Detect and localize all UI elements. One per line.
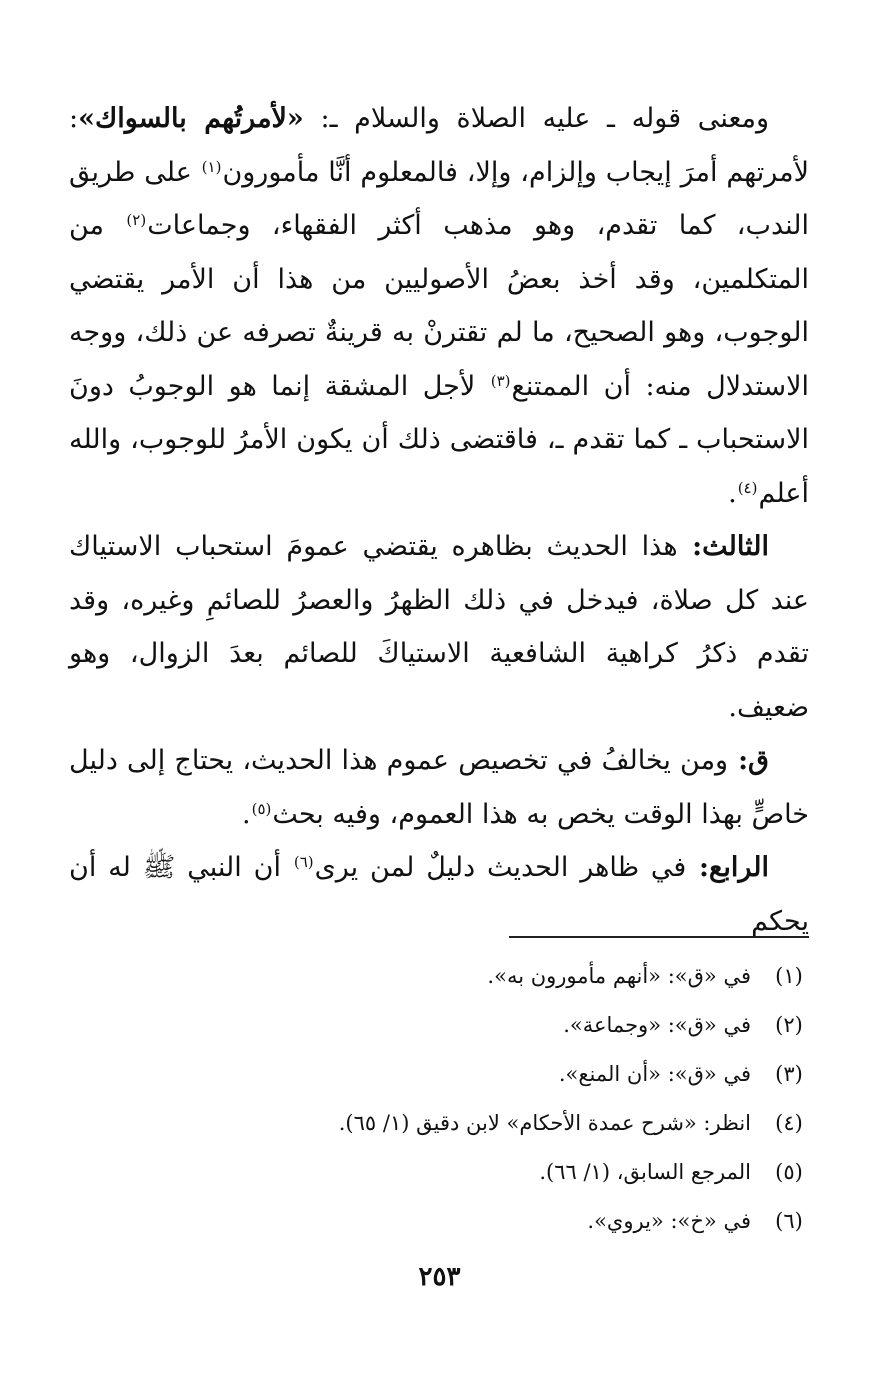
text-run: في ظاهر الحديث دليلٌ لمن يرى <box>314 852 687 883</box>
footnote-ref: (١) <box>201 157 222 176</box>
footnote-ref: (٥) <box>251 799 272 818</box>
bold-phrase: «لأمرتُهم بالسواك» <box>78 103 304 134</box>
footnote-ref: (٤) <box>737 478 758 497</box>
footnote-item <box>69 952 809 1001</box>
footnote-text: انظر: «شرح عمدة الأحكام» لابن دقيق (١/ ٦٥). <box>338 1111 751 1135</box>
footnote-text: في «ق»: «أن المنع». <box>558 1062 751 1086</box>
text-run: : لأمرتهم أمرَ إيجاب وإلزام، وإلا، فالمعلوم أنَّا مأمورون <box>69 103 810 188</box>
text-run: هذا الحديث بظاهره يقتضي عمومَ استحباب الاستياك عند كل صلاة، فيدخل في ذلك الظهرُ والعصرُ للصائمِ وغيره، وقد تقدم ذكرُ كراهية الشافعية الاستياكَ للصائم بعدَ الزوال، وهو ضعيف. <box>69 531 809 723</box>
text-run: . <box>728 477 737 509</box>
text-run: أن النبي ﷺ له أن يحكم <box>69 852 809 937</box>
main-text-body <box>69 92 809 948</box>
footnote-item <box>69 1197 809 1246</box>
text-run: ومعنى قوله ـ عليه الصلاة والسلام ـ: <box>303 103 769 134</box>
footnote-item <box>69 1099 809 1148</box>
footnote-text: في «خ»: «يروي». <box>587 1209 751 1233</box>
paragraph <box>69 841 809 948</box>
footnote-divider <box>509 936 809 938</box>
footnote-item <box>69 1148 809 1197</box>
footnote-item <box>69 1050 809 1099</box>
footnote-number: (٢) <box>775 1013 803 1037</box>
bold-phrase: الثالث: <box>677 531 769 562</box>
paragraph <box>69 520 809 734</box>
footnote-number: (١) <box>775 964 803 988</box>
footnotes-list <box>69 952 809 1246</box>
text-run: من المتكلمين، وقد أخذ بعضُ الأصوليين من هذا أن الأمر يقتضي الوجوب، وهو الصحيح، ما لم تقترنْ به قرينةٌ تصرفه عن ذلك، ووجه الاستدلال منه: أن الممتنع <box>69 210 809 402</box>
footnote-ref: (٢) <box>126 211 147 229</box>
footnote-ref: (٣) <box>490 371 511 390</box>
page-number: ٢٥٣ <box>418 1262 461 1292</box>
footnote-text: في «ق»: «وجماعة». <box>563 1013 751 1037</box>
bold-phrase: ق: <box>728 745 769 776</box>
footnote-text: في «ق»: «أنهم مأمورون به». <box>487 964 751 988</box>
text-run: ومن يخالفُ في تخصيص عموم هذا الحديث، يحتاج إلى دليل خاصٍّ بهذا الوقت يخص به هذا العموم، وفيه بحث <box>69 745 809 830</box>
bold-phrase: الرابع: <box>686 852 769 883</box>
paragraph <box>69 734 809 841</box>
text-run: . <box>241 798 251 830</box>
footnote-number: (٤) <box>775 1111 803 1135</box>
paragraph <box>69 92 809 520</box>
footnote-text: المرجع السابق، (١/ ٦٦). <box>539 1160 751 1184</box>
footnote-number: (٥) <box>775 1160 803 1184</box>
footnote-ref: (٦) <box>293 853 314 871</box>
text-run: لأجل المشقة إنما هو الوجوبُ دونَ الاستحباب ـ كما تقدم ـ، فاقتضى ذلك أن يكون الأمرُ للوجوب، والله أعلم <box>69 370 809 509</box>
footnote-number: (٦) <box>775 1209 803 1233</box>
footnote-item <box>69 1001 809 1050</box>
text-run: على طريق الندب، كما تقدم، وهو مذهب أكثر الفقهاء، وجماعات <box>69 156 809 241</box>
footnote-number: (٣) <box>775 1062 803 1086</box>
